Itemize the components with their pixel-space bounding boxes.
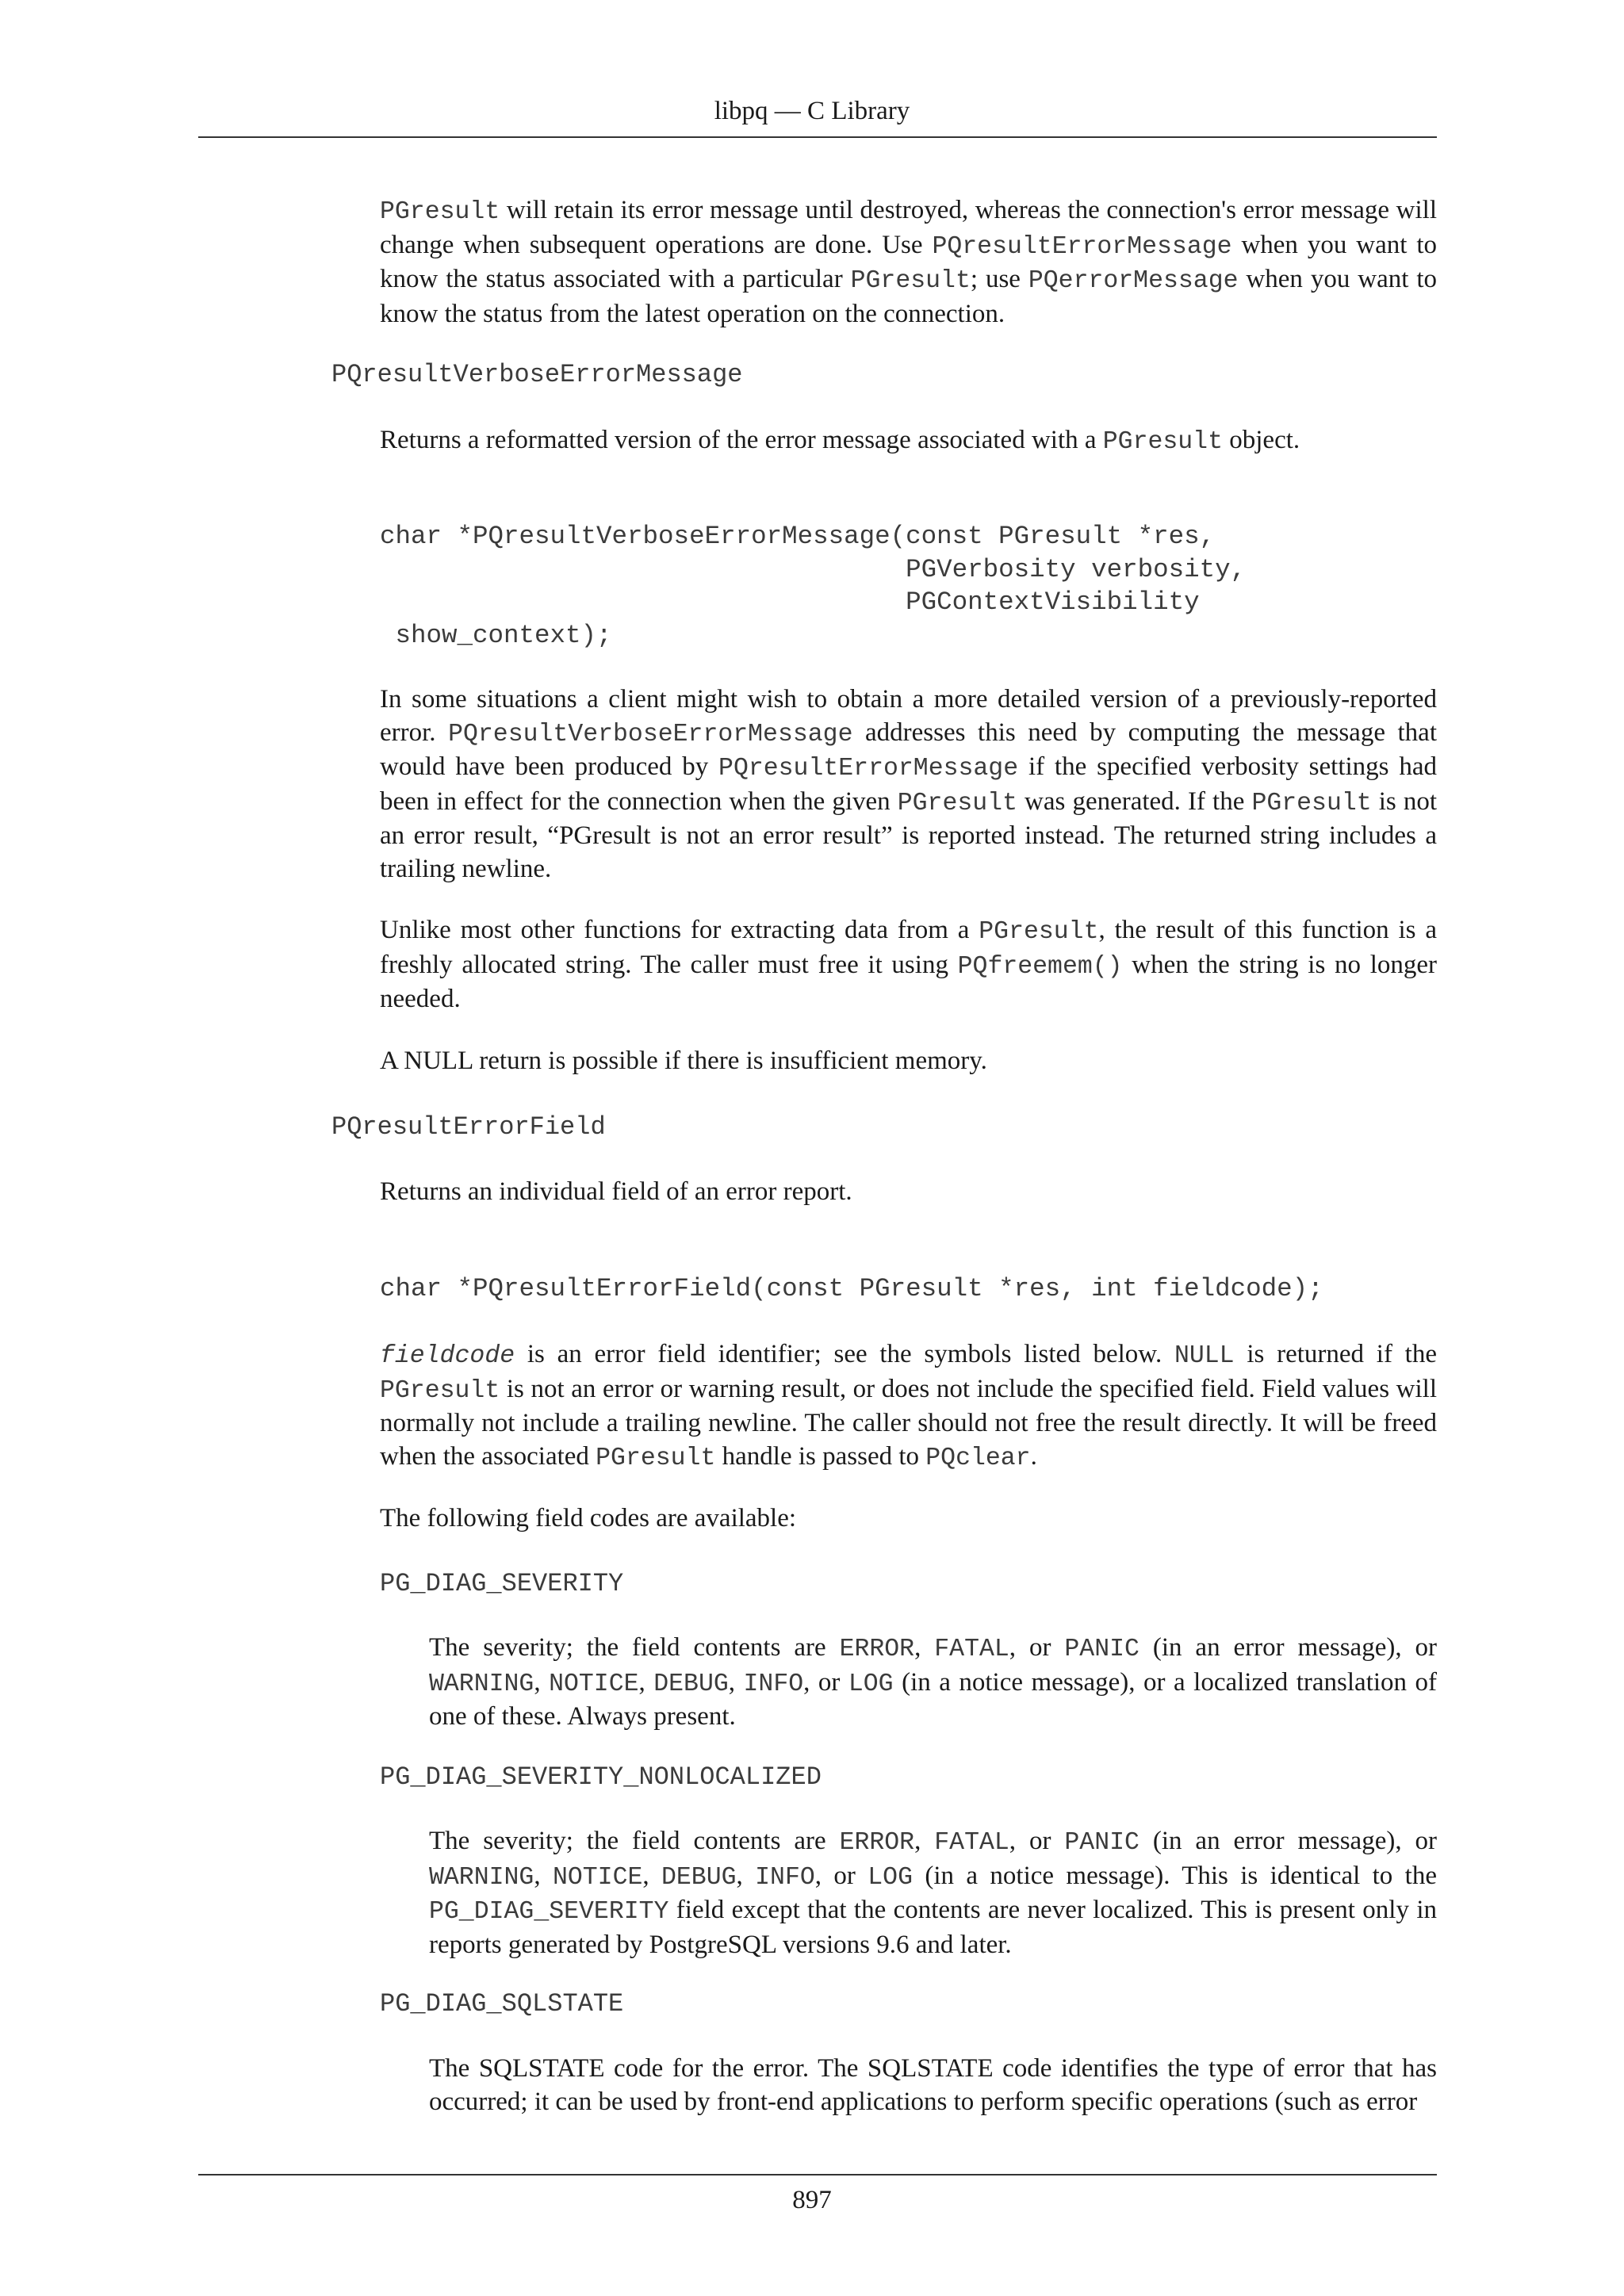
inline-code: PQresultVerboseErrorMessage <box>448 720 853 748</box>
field-code-term: PG_DIAG_SQLSTATE <box>380 1989 624 2019</box>
page-number: 897 <box>792 2186 832 2214</box>
inline-code: PGresult <box>850 267 971 295</box>
errorfield-paragraph-1: fieldcode is an error field identifier; see the symbols listed below. NULL is returned if the PGresult is not an error or warning result, or does not include the specified field. Field values will normally not include a trailing newline. The caller should not free the result directly. It will be freed when the associated PGresult handle is passed to PQclear. <box>380 1340 1437 1472</box>
field-code-description: The SQLSTATE code for the error. The SQLSTATE code identifies the type of error that has occurred; it can be used by front-end applications to perform specific operations (such as error <box>429 2054 1437 2116</box>
inline-code: PGresult <box>979 918 1099 946</box>
inline-code: LOG <box>848 1670 894 1698</box>
verbose-paragraph-2: Unlike most other functions for extracting data from a PGresult, the result of this function is a freshly allocated string. The caller must free it using PQfreemem() when the string is no longer needed. <box>380 916 1437 1013</box>
inline-code: PQerrorMessage <box>1028 267 1239 295</box>
intro-paragraph: PGresult will retain its error message until destroyed, whereas the connection's error message will change when subsequent operations are done. Use PQresultErrorMessage when you want to know the status associated with a particular PGresult; use PQerrorMessage when you want to know the status from the latest operation on the connection. <box>380 196 1438 328</box>
inline-code: PGresult <box>380 1376 500 1405</box>
inline-code: PQresultErrorMessage <box>932 232 1232 261</box>
inline-code: LOG <box>868 1863 913 1892</box>
inline-code: PQfreemem() <box>957 952 1123 981</box>
field-code-term: PG_DIAG_SEVERITY <box>380 1569 624 1598</box>
inline-code: INFO <box>755 1863 815 1892</box>
inline-code: PGresult <box>596 1444 716 1472</box>
verbose-paragraph-1: In some situations a client might wish to obtain a more detailed version of a previously-reported error. PQresultVerboseErrorMessage addresses this need by computing the message that would have been produced by PQresultErrorMessage if the specified verbosity settings had been in effect for the connection when the given PGresult was generated. If the PGresult is not an error result, “PGresult is not an error result” is reported instead. The returned string includes a trailing newline. <box>380 685 1437 883</box>
field-code-description: The severity; the field contents are ERROR, FATAL, or PANIC (in an error message), or WARNING, NOTICE, DEBUG, INFO, or LOG (in a notice message). This is identical to the PG_DIAG_SEVERITY field except that the contents are never localized. This is present only in reports generated by PostgreSQL versions 9.6 and later. <box>429 1827 1437 1959</box>
errorfield-paragraph-2: The following field codes are available: <box>380 1504 797 1533</box>
inline-code: WARNING <box>429 1863 534 1892</box>
inline-code: PANIC <box>1064 1829 1139 1857</box>
footer-rule <box>198 2174 1437 2175</box>
parameter-name: fieldcode <box>380 1342 515 1370</box>
inline-code: PGresult <box>380 198 500 226</box>
inline-code: PQclear <box>925 1444 1031 1472</box>
inline-code: PQresultErrorMessage <box>718 755 1019 783</box>
errorfield-description: Returns an individual field of an error report. <box>380 1177 852 1206</box>
inline-code: NULL <box>1174 1342 1235 1370</box>
errorfield-synopsis-code: char *PQresultErrorField(const PGresult *res, int fieldcode); <box>380 1274 1323 1303</box>
inline-code: PGresult <box>1251 789 1372 817</box>
field-code-term: PG_DIAG_SEVERITY_NONLOCALIZED <box>380 1762 822 1792</box>
inline-code: FATAL <box>934 1636 1009 1663</box>
verbose-synopsis-code: char *PQresultVerboseErrorMessage(const PGresult *res, PGVerbosity verbosity, PGContextVisibility show_context); <box>380 522 1247 650</box>
inline-code: NOTICE <box>549 1670 639 1698</box>
inline-code: PANIC <box>1064 1636 1139 1663</box>
verbose-description: Returns a reformatted version of the error message associated with a PGresult object. <box>380 426 1300 456</box>
inline-code: ERROR <box>839 1636 915 1663</box>
function-term-verbose: PQresultVerboseErrorMessage <box>331 360 743 389</box>
function-term-errorfield: PQresultErrorField <box>331 1112 606 1142</box>
verbose-paragraph-3: A NULL return is possible if there is insufficient memory. <box>380 1047 987 1075</box>
inline-code: NOTICE <box>552 1863 643 1892</box>
header-rule <box>198 136 1437 138</box>
field-code-description: The severity; the field contents are ERROR, FATAL, or PANIC (in an error message), or WARNING, NOTICE, DEBUG, INFO, or LOG (in a notice message), or a localized translation of one of these. Always present. <box>429 1633 1438 1731</box>
inline-code: INFO <box>743 1670 804 1698</box>
inline-code: WARNING <box>429 1670 534 1698</box>
running-header: libpq — C Library <box>714 97 910 125</box>
inline-code: PGresult <box>1102 428 1223 456</box>
inline-code: DEBUG <box>661 1863 737 1892</box>
inline-code: DEBUG <box>653 1670 729 1698</box>
inline-code: FATAL <box>934 1829 1009 1857</box>
inline-code: PGresult <box>897 789 1017 817</box>
inline-code: ERROR <box>839 1829 915 1857</box>
inline-code: PG_DIAG_SEVERITY <box>429 1898 669 1926</box>
